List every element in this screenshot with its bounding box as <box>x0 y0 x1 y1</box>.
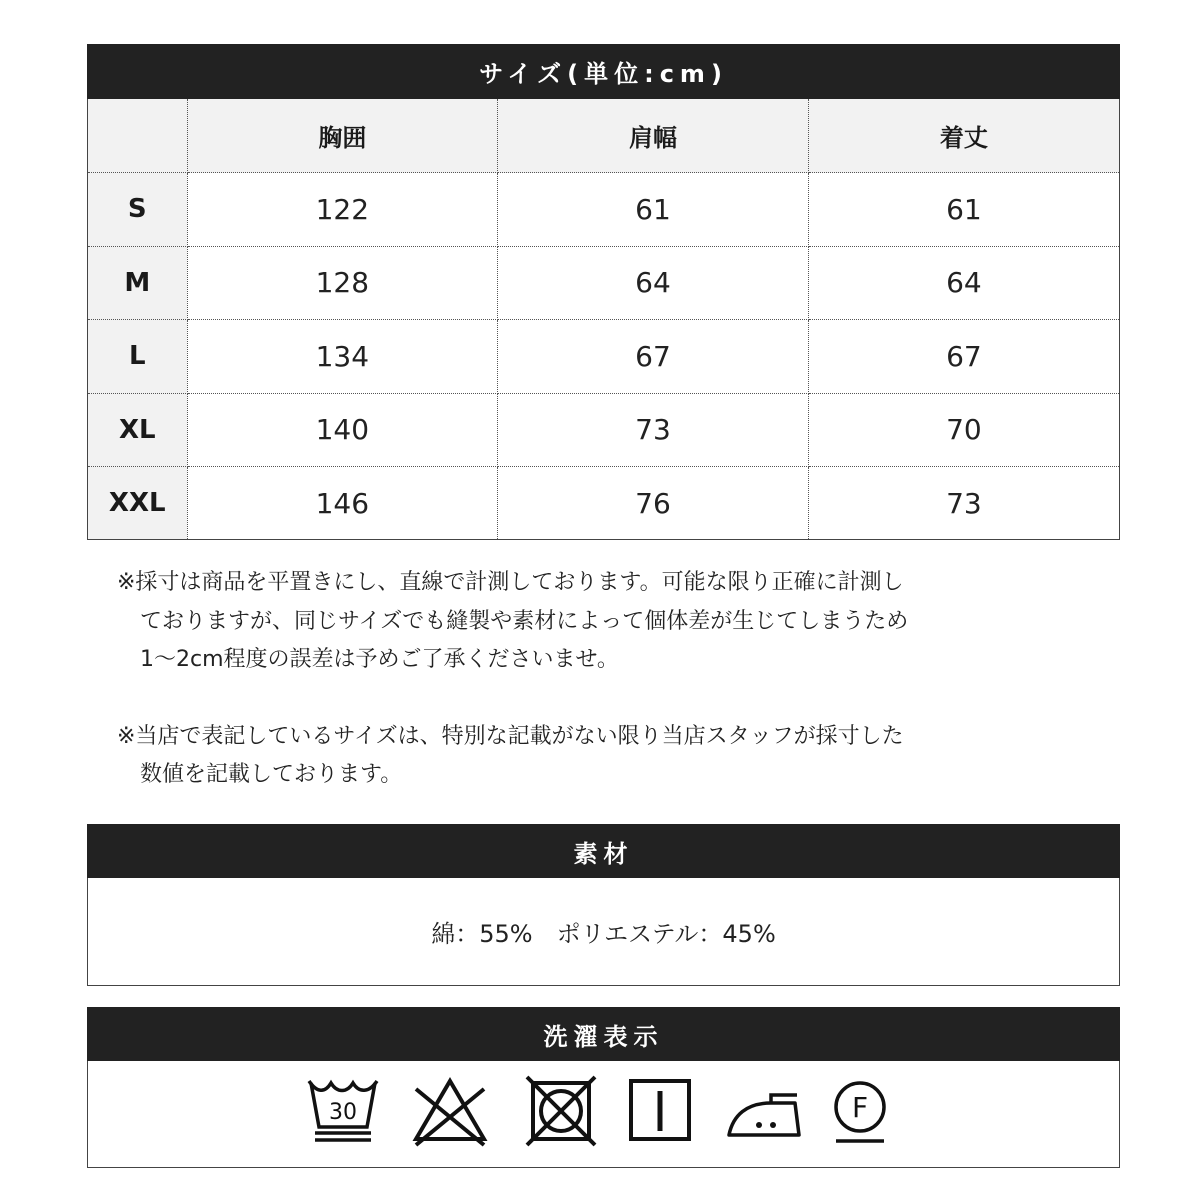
shoulder-value: 64 <box>498 246 809 320</box>
material-text: 綿：55% ポリエステル：45% <box>431 920 776 948</box>
material-section-title: 素材 <box>87 824 1120 878</box>
length-value: 67 <box>808 320 1119 394</box>
iron-medium-icon <box>725 1075 805 1147</box>
note-line: ※採寸は商品を平置きにし、直線で計測しております。可能な限り正確に計測し <box>117 570 904 595</box>
line-dry-icon <box>626 1075 696 1147</box>
column-header-shoulder: 肩幅 <box>498 99 809 173</box>
length-value: 64 <box>808 246 1119 320</box>
wash-30-icon <box>303 1075 383 1147</box>
wash-temperature-label: 30 <box>329 1100 357 1125</box>
length-value: 73 <box>946 486 982 520</box>
material-box <box>87 878 1120 986</box>
table-header-row <box>88 99 1119 173</box>
size-label: XXL <box>88 467 187 539</box>
measurement-note <box>117 564 997 680</box>
staff-note <box>117 718 997 795</box>
size-section-title: サイズ(単位:cm) <box>87 44 1120 99</box>
chest-value: 122 <box>187 173 498 247</box>
table-row <box>88 320 1119 394</box>
care-icons-box <box>87 1061 1120 1168</box>
table-row <box>88 173 1119 247</box>
chest-value: 140 <box>187 393 498 467</box>
table-row <box>88 467 1119 539</box>
no-bleach-icon <box>410 1075 490 1147</box>
note-line: ※当店で表記しているサイズは、特別な記載がない限り当店スタッフが採寸した <box>117 723 904 749</box>
dry-clean-f-icon <box>830 1075 892 1147</box>
size-table <box>87 99 1120 540</box>
note-line: ておりますが、同じサイズでも縫製や素材によって個体差が生じてしまうため <box>140 608 909 634</box>
size-label: XL <box>88 393 187 467</box>
chest-value: 128 <box>187 246 498 320</box>
chest-value: 134 <box>187 320 498 394</box>
column-header-length: 着丈 <box>808 99 1119 173</box>
shoulder-value: 67 <box>498 320 809 394</box>
dry-clean-letter: F <box>851 1091 869 1124</box>
size-label: S <box>88 173 187 247</box>
size-label: L <box>88 320 187 394</box>
size-notes <box>117 564 997 833</box>
column-header-chest: 胸囲 <box>187 99 498 173</box>
shoulder-value: 73 <box>498 393 809 467</box>
table-row <box>88 393 1119 467</box>
chest-value: 146 <box>187 467 498 539</box>
size-label: M <box>88 246 187 320</box>
note-line: 1～2cm程度の誤差は予めご了承くださいませ。 <box>140 647 619 672</box>
shoulder-value: 61 <box>498 173 809 247</box>
shoulder-value: 76 <box>498 467 809 539</box>
care-section-title: 洗濯表示 <box>87 1007 1120 1061</box>
length-value: 70 <box>808 393 1119 467</box>
table-row <box>88 246 1119 320</box>
note-line: 数値を記載しております。 <box>140 762 403 787</box>
no-tumble-dry-icon <box>525 1075 597 1147</box>
corner-cell <box>88 99 187 173</box>
length-value: 61 <box>808 173 1119 247</box>
